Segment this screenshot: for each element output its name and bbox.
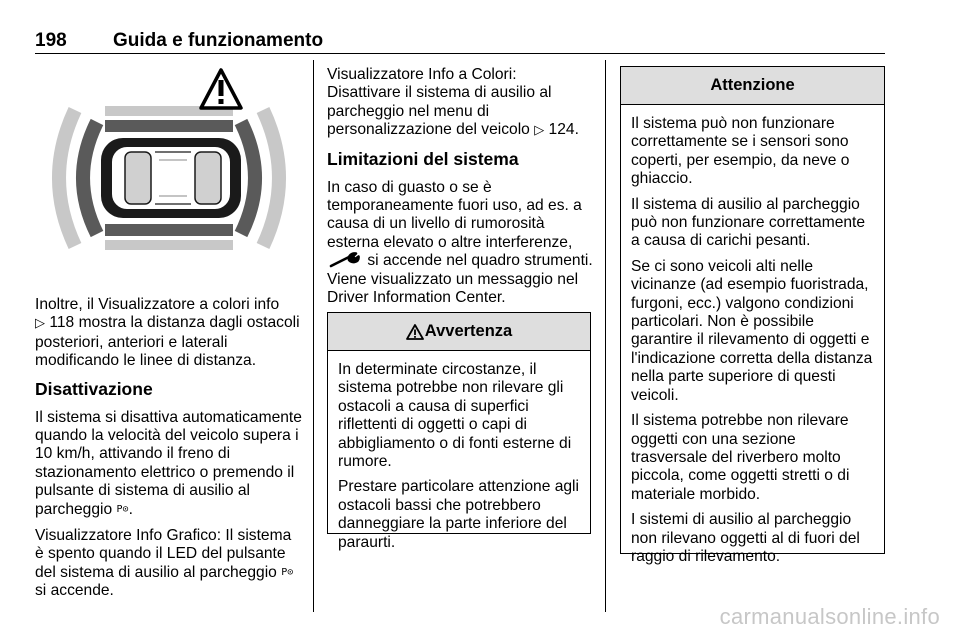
watermark: carmanualsonline.info: [719, 604, 940, 629]
parking-sensor-illustration: [35, 60, 303, 290]
color-display-text-end: .: [574, 121, 579, 139]
intro-text-b: mostra la distanza dagli ostacoli posteriori, anteriori e laterali modificando le linee di distanza.: [35, 314, 300, 370]
deactivation-text: Il sistema si disattiva automaticamente quando la velocità del veicolo supera i 10 km/h, attivando il freno di stazionamento elettrico o premendo il pulsante di sistema di ausilio al parcheggio: [35, 408, 302, 518]
column-1: [35, 60, 303, 609]
caution-box-text-3: Se ci sono veicoli alti nelle vicinanze (ad esempio fuoristrada, furgoni, ecc.) valgono condizioni particolari. Non è possibile garantire il rilevamento di oggetti e l'indicazione corretta della distanza nella parte superiore di questi veicoli.: [631, 257, 873, 404]
parking-assist-button-icon: P⊙: [116, 503, 129, 515]
warning-box: [327, 312, 591, 551]
page-number: 198: [35, 30, 67, 51]
color-display-page-ref[interactable]: 124: [548, 121, 575, 139]
warning-box-header: [328, 313, 590, 351]
page-header: [35, 28, 885, 54]
caution-box-text-1: Il sistema può non funzionare correttamente se i sensori sono coperti, per esempio, da neve o ghiaccio.: [631, 115, 850, 188]
warning-box-title: Avvertenza: [424, 322, 513, 341]
caution-box: [620, 66, 885, 565]
warning-triangle-icon: [201, 70, 241, 108]
caution-box-text-4: Il sistema potrebbe non rilevare oggetti con una sezione trasversale del riverbero molto piccola, come oggetti stretti o di materiale morbido.: [631, 412, 850, 503]
warning-box-text-2: Prestare particolare attenzione agli ostacoli bassi che potrebbero danneggiare la parte inferiore del paraurti.: [338, 478, 579, 551]
section-heading-limitazioni: Limitazioni del sistema: [327, 148, 519, 169]
column-divider-right: [605, 60, 606, 612]
graphic-display-text: Visualizzatore Info Grafico: Il sistema è spento quando il LED del pulsante del sistema di ausilio al parcheggio: [35, 527, 292, 581]
limitations-text-b: si accende nel quadro strumenti. Viene visualizzato un messaggio nel Driver Information Center.: [327, 252, 593, 307]
page-ref-arrow-icon: ▷: [35, 316, 45, 332]
warning-triangle-icon: [406, 324, 424, 340]
wrench-icon: [329, 252, 361, 268]
page-ref-arrow-icon: ▷: [534, 123, 545, 139]
limitations-text-a: In caso di guasto o se è temporaneamente fuori uso, ad es. a causa di un livello di rumorosità esterna elevato o altre interferenze,: [327, 178, 582, 251]
deactivation-text-end: .: [128, 500, 133, 518]
column-divider-left: [313, 60, 314, 612]
graphic-display-text-end: si accende.: [35, 582, 114, 600]
chapter-title: Guida e funzionamento: [113, 30, 324, 51]
intro-page-ref[interactable]: 118: [49, 314, 75, 332]
caution-box-title: Attenzione: [710, 76, 795, 95]
section-heading-disattivazione: Disattivazione: [35, 378, 153, 399]
caution-box-text-5: I sistemi di ausilio al parcheggio non rilevano oggetti al di fuori del raggio di rilevamento.: [631, 511, 860, 565]
parking-assist-led-icon: P⊙: [281, 566, 294, 578]
color-display-text: Visualizzatore Info a Colori: Disattivare il sistema di ausilio al parcheggio nel menu di personalizzazione del veicolo: [327, 66, 552, 139]
car-top-view: [101, 138, 241, 218]
caution-box-text-2: Il sistema di ausilio al parcheggio può non funzionare correttamente a causa di carichi pesanti.: [631, 195, 866, 250]
caution-box-header: [621, 67, 884, 105]
warning-box-text-1: In determinate circostanze, il sistema potrebbe non rilevare gli ostacoli a causa di superfici riflettenti di oggetti o capi di abbigliamento o di fonti esterne di rumore.: [338, 361, 572, 471]
column-2: [327, 66, 593, 315]
intro-text-a: Inoltre, il Visualizzatore a colori info: [35, 296, 280, 313]
front-sensor-arcs: [241, 110, 279, 246]
rear-sensor-arcs: [59, 110, 97, 246]
